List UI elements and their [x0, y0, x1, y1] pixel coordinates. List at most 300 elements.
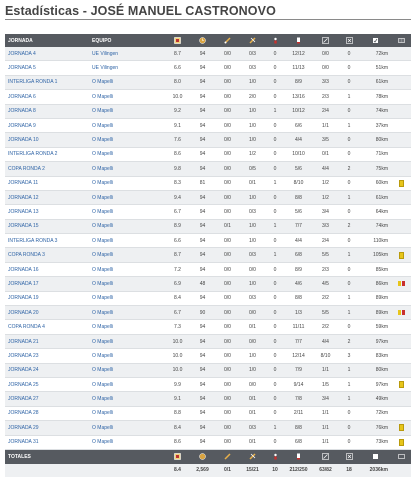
cell-rating: 7.6 — [165, 133, 190, 147]
cell-dribble: 0/3 — [240, 61, 265, 75]
table-row — [5, 147, 411, 161]
equipo-link[interactable]: O Mapelli — [89, 277, 165, 291]
cell-tackle: 8/10 — [312, 349, 339, 363]
equipo-link[interactable]: O Mapelli — [89, 306, 165, 320]
cell-dribble: 1/0 — [240, 363, 265, 377]
cell-card — [391, 262, 411, 276]
cell-clearance: 0 — [339, 262, 359, 276]
cell-dribble: 1/0 — [240, 104, 265, 118]
cell-pass: 0/0 — [215, 133, 240, 147]
cell-card — [391, 219, 411, 233]
header-equipo[interactable]: EQUIPO — [89, 34, 165, 47]
cell-distance: 94 — [190, 406, 215, 420]
cell-pass: 0/0 — [215, 47, 240, 61]
cell-tackle: 3/4 — [312, 205, 339, 219]
cell-distance: 94 — [190, 363, 215, 377]
table-row — [5, 248, 411, 262]
red-card-icon — [402, 281, 405, 286]
cell-foul: 0 — [265, 133, 285, 147]
cell-distance: 90 — [190, 306, 215, 320]
cell-rating: 8.4 — [165, 291, 190, 305]
cell-foul: 0 — [265, 262, 285, 276]
cell-rating: 7.2 — [165, 262, 190, 276]
totals-dribble: 15/21 — [240, 464, 265, 477]
jornada-link[interactable]: JORNADA 24 — [5, 363, 89, 377]
cell-km: 78km — [359, 90, 391, 104]
table-row — [5, 363, 411, 377]
cell-pass: 0/0 — [215, 147, 240, 161]
jornada-link[interactable]: JORNADA 6 — [5, 90, 89, 104]
cell-rating: 8.6 — [165, 147, 190, 161]
cell-rating: 8.7 — [165, 248, 190, 262]
cell-shot: 8/9 — [285, 75, 312, 89]
totals-km: 2036km — [359, 464, 391, 477]
cell-dribble: 0/3 — [240, 47, 265, 61]
cell-tackle: 2/2 — [312, 291, 339, 305]
jornada-link[interactable]: COPA RONDA 3 — [5, 248, 89, 262]
jornada-link[interactable]: JORNADA 23 — [5, 349, 89, 363]
cell-rating: 8.4 — [165, 421, 190, 435]
header-rating[interactable] — [165, 34, 190, 47]
cell-distance: 94 — [190, 190, 215, 204]
cell-tackle: 2/2 — [312, 320, 339, 334]
cell-shot: 6/8 — [285, 435, 312, 449]
equipo-link[interactable]: O Mapelli — [89, 118, 165, 132]
cell-foul: 0 — [265, 118, 285, 132]
cell-tackle: 2/4 — [312, 104, 339, 118]
cell-foul: 1 — [265, 248, 285, 262]
cell-distance: 94 — [190, 234, 215, 248]
header-dribble[interactable] — [240, 34, 265, 47]
cell-km: 80km — [359, 363, 391, 377]
equipo-link[interactable]: O Mapelli — [89, 406, 165, 420]
rating-icon — [174, 453, 181, 460]
cell-pass: 0/1 — [215, 219, 240, 233]
cell-pass: 0/0 — [215, 104, 240, 118]
jornada-link[interactable]: JORNADA 16 — [5, 262, 89, 276]
equipo-link[interactable]: O Mapelli — [89, 190, 165, 204]
cell-foul: 0 — [265, 349, 285, 363]
cell-rating: 9.8 — [165, 162, 190, 176]
equipo-link[interactable]: O Mapelli — [89, 205, 165, 219]
cell-clearance: 0 — [339, 104, 359, 118]
equipo-link[interactable]: O Mapelli — [89, 363, 165, 377]
cell-rating: 6.9 — [165, 277, 190, 291]
cell-rating: 9.2 — [165, 104, 190, 118]
equipo-link[interactable]: O Mapelli — [89, 421, 165, 435]
jornada-link[interactable]: JORNADA 5 — [5, 61, 89, 75]
yellow-card-icon — [399, 180, 404, 187]
equipo-link[interactable]: O Mapelli — [89, 219, 165, 233]
totals-pass: 0/1 — [215, 464, 240, 477]
equipo-link[interactable]: O Mapelli — [89, 133, 165, 147]
table-row — [5, 205, 411, 219]
cell-clearance: 1 — [339, 363, 359, 377]
cell-km: 83km — [359, 349, 391, 363]
cell-tackle: 0/1 — [312, 147, 339, 161]
cell-tackle: 1/2 — [312, 176, 339, 190]
yellow-card-icon — [399, 381, 404, 388]
cell-card — [391, 334, 411, 348]
cell-km: 37km — [359, 118, 391, 132]
cell-dribble: 0/0 — [240, 334, 265, 348]
jornada-link[interactable]: JORNADA 29 — [5, 421, 89, 435]
table-row — [5, 219, 411, 233]
equipo-link[interactable]: O Mapelli — [89, 162, 165, 176]
header-clearance[interactable] — [359, 34, 391, 47]
cell-km: 74km — [359, 104, 391, 118]
equipo-link[interactable]: O Mapelli — [89, 435, 165, 449]
cell-pass: 0/0 — [215, 421, 240, 435]
cell-tackle: 3/3 — [312, 219, 339, 233]
cell-dribble: 0/3 — [240, 205, 265, 219]
cell-card — [391, 234, 411, 248]
cell-rating: 8.3 — [165, 176, 190, 190]
cell-foul: 1 — [265, 219, 285, 233]
cell-card — [391, 421, 411, 435]
totals-tackle: 63/82 — [312, 464, 339, 477]
equipo-link[interactable]: O Mapelli — [89, 377, 165, 391]
cell-foul: 1 — [265, 176, 285, 190]
totals-spacer — [5, 464, 165, 477]
jornada-link[interactable]: COPA RONDA 4 — [5, 320, 89, 334]
cell-clearance: 1 — [339, 377, 359, 391]
cell-card — [391, 377, 411, 391]
cell-pass: 0/0 — [215, 363, 240, 377]
totals-distance: 2,569 — [190, 464, 215, 477]
cell-shot: 5/6 — [285, 205, 312, 219]
cell-km: 72km — [359, 47, 391, 61]
cell-distance: 94 — [190, 334, 215, 348]
equipo-link[interactable]: O Mapelli — [89, 320, 165, 334]
cell-clearance: 1 — [339, 118, 359, 132]
cell-foul: 0 — [265, 90, 285, 104]
table-row — [5, 118, 411, 132]
cell-tackle: 4/4 — [312, 162, 339, 176]
table-row — [5, 176, 411, 190]
cell-clearance: 0 — [339, 47, 359, 61]
cell-rating: 8.8 — [165, 406, 190, 420]
jornada-link[interactable]: JORNADA 31 — [5, 435, 89, 449]
cell-card — [391, 90, 411, 104]
equipo-link[interactable]: UE Vilingen — [89, 47, 165, 61]
foul-icon — [272, 453, 279, 460]
cell-tackle: 4/4 — [312, 334, 339, 348]
distance-icon — [199, 453, 206, 460]
cell-card — [391, 320, 411, 334]
cell-shot: 8/10 — [285, 176, 312, 190]
totals-header-row — [5, 449, 411, 464]
cell-shot: 7/7 — [285, 334, 312, 348]
table-row — [5, 133, 411, 147]
table-row — [5, 392, 411, 406]
equipo-link[interactable]: O Mapelli — [89, 147, 165, 161]
shot-icon — [322, 37, 329, 44]
cell-distance: 94 — [190, 421, 215, 435]
cell-pass: 0/0 — [215, 205, 240, 219]
cell-foul: 0 — [265, 162, 285, 176]
jornada-link[interactable]: INTERLIGA RONDA 3 — [5, 234, 89, 248]
cell-distance: 94 — [190, 205, 215, 219]
header-card[interactable] — [285, 34, 312, 47]
cell-dribble: 0/1 — [240, 406, 265, 420]
cell-pass: 0/0 — [215, 306, 240, 320]
cell-foul: 0 — [265, 377, 285, 391]
totals-label: TOTALES — [5, 449, 165, 464]
table-row — [5, 406, 411, 420]
jornada-link[interactable]: JORNADA 20 — [5, 306, 89, 320]
cell-card — [391, 118, 411, 132]
shot-icon — [322, 453, 329, 460]
cell-distance: 94 — [190, 219, 215, 233]
cell-km: 49km — [359, 392, 391, 406]
cell-card — [391, 392, 411, 406]
cell-pass: 0/0 — [215, 162, 240, 176]
cell-clearance: 0 — [339, 421, 359, 435]
cell-pass: 0/0 — [215, 435, 240, 449]
table-row — [5, 421, 411, 435]
header-shot[interactable] — [312, 34, 339, 47]
cell-distance: 94 — [190, 377, 215, 391]
jornada-link[interactable]: INTERLIGA RONDA 2 — [5, 147, 89, 161]
pass-icon — [224, 37, 231, 44]
cell-foul: 0 — [265, 320, 285, 334]
cell-card — [391, 306, 411, 320]
table-row — [5, 377, 411, 391]
cell-tackle: 1/1 — [312, 421, 339, 435]
cell-rating: 9.9 — [165, 377, 190, 391]
table-row — [5, 291, 411, 305]
cell-pass: 0/0 — [215, 234, 240, 248]
cell-clearance: 0 — [339, 406, 359, 420]
page-title: Estadísticas - JOSÉ MANUEL CASTRONOVO — [5, 4, 276, 18]
equipo-link[interactable]: O Mapelli — [89, 90, 165, 104]
cell-dribble: 0/0 — [240, 377, 265, 391]
cell-clearance: 0 — [339, 61, 359, 75]
cell-foul: 0 — [265, 147, 285, 161]
cell-tackle: 1/1 — [312, 435, 339, 449]
cell-clearance: 0 — [339, 147, 359, 161]
table-row — [5, 47, 411, 61]
cell-distance: 94 — [190, 248, 215, 262]
cell-foul: 0 — [265, 205, 285, 219]
cell-distance: 48 — [190, 277, 215, 291]
cell-tackle: 2/4 — [312, 234, 339, 248]
cell-km: 61km — [359, 190, 391, 204]
cell-rating: 8.0 — [165, 75, 190, 89]
cell-foul: 0 — [265, 47, 285, 61]
cell-pass: 0/0 — [215, 392, 240, 406]
jornada-link[interactable]: JORNADA 11 — [5, 176, 89, 190]
cell-card — [391, 176, 411, 190]
table-row — [5, 349, 411, 363]
cell-shot: 7/9 — [285, 363, 312, 377]
jornada-link[interactable]: JORNADA 17 — [5, 277, 89, 291]
card-icon — [295, 37, 302, 44]
jornada-link[interactable]: JORNADA 12 — [5, 190, 89, 204]
distance-icon — [199, 37, 206, 44]
page-title-bar — [5, 2, 411, 18]
cell-clearance: 1 — [339, 190, 359, 204]
cell-km: 85km — [359, 262, 391, 276]
cell-dribble: 1/0 — [240, 118, 265, 132]
cell-card — [391, 104, 411, 118]
cell-km: 59km — [359, 320, 391, 334]
jornada-link[interactable]: JORNADA 4 — [5, 47, 89, 61]
table-row — [5, 75, 411, 89]
cell-tackle: 3/4 — [312, 392, 339, 406]
cell-dribble: 1/2 — [240, 147, 265, 161]
tackle-icon — [346, 453, 353, 460]
title-divider — [5, 19, 411, 20]
cell-km: 76km — [359, 421, 391, 435]
table-row — [5, 90, 411, 104]
jornada-link[interactable]: JORNADA 25 — [5, 377, 89, 391]
table-header-row — [5, 34, 411, 47]
cell-km: 72km — [359, 406, 391, 420]
goal-icon — [398, 453, 405, 460]
equipo-link[interactable]: O Mapelli — [89, 349, 165, 363]
cell-dribble: 2/0 — [240, 90, 265, 104]
cell-card — [391, 190, 411, 204]
header-jornada[interactable]: JORNADA — [5, 34, 89, 47]
cell-rating: 9.4 — [165, 190, 190, 204]
cell-foul: 0 — [265, 406, 285, 420]
cell-km: 86km — [359, 277, 391, 291]
cell-km: 110km — [359, 234, 391, 248]
cell-pass: 0/0 — [215, 334, 240, 348]
cell-tackle: 1/1 — [312, 406, 339, 420]
header-goal[interactable] — [391, 34, 411, 47]
cell-shot: 11/11 — [285, 320, 312, 334]
cell-card — [391, 435, 411, 449]
cell-km: 61km — [359, 75, 391, 89]
equipo-link[interactable]: UE Vilingen — [89, 61, 165, 75]
header-tackle[interactable] — [339, 34, 359, 47]
goal-icon — [398, 37, 405, 44]
table-row — [5, 61, 411, 75]
cell-shot: 4/4 — [285, 234, 312, 248]
cell-rating: 8.6 — [165, 435, 190, 449]
cell-pass: 0/0 — [215, 190, 240, 204]
equipo-link[interactable]: O Mapelli — [89, 334, 165, 348]
equipo-link[interactable]: O Mapelli — [89, 176, 165, 190]
cell-tackle: 5/5 — [312, 306, 339, 320]
equipo-link[interactable]: O Mapelli — [89, 75, 165, 89]
cell-shot: 11/13 — [285, 61, 312, 75]
cell-km: 89km — [359, 306, 391, 320]
cell-km: 60km — [359, 176, 391, 190]
cell-foul: 1 — [265, 104, 285, 118]
equipo-link[interactable]: O Mapelli — [89, 291, 165, 305]
cell-distance: 94 — [190, 291, 215, 305]
cell-km: 75km — [359, 162, 391, 176]
cell-tackle: 1/2 — [312, 190, 339, 204]
cell-card — [391, 406, 411, 420]
jornada-link[interactable]: COPA RONDA 2 — [5, 162, 89, 176]
cell-rating: 10.0 — [165, 349, 190, 363]
cell-clearance: 3 — [339, 349, 359, 363]
cell-shot: 6/6 — [285, 118, 312, 132]
table-row — [5, 334, 411, 348]
cell-clearance: 2 — [339, 334, 359, 348]
cell-card — [391, 205, 411, 219]
equipo-link[interactable]: O Mapelli — [89, 104, 165, 118]
cell-rating: 9.1 — [165, 118, 190, 132]
cell-pass: 0/0 — [215, 248, 240, 262]
red-card-icon — [402, 310, 405, 315]
yellow-card-icon — [399, 424, 404, 431]
jornada-link[interactable]: JORNADA 21 — [5, 334, 89, 348]
header-distance[interactable] — [190, 34, 215, 47]
cell-clearance: 0 — [339, 176, 359, 190]
yellow-card-icon — [398, 310, 401, 315]
cell-rating: 10.0 — [165, 363, 190, 377]
cell-km: 64km — [359, 205, 391, 219]
equipo-link[interactable]: O Mapelli — [89, 262, 165, 276]
equipo-link[interactable]: O Mapelli — [89, 234, 165, 248]
dribble-icon — [249, 453, 256, 460]
cell-dribble: 1/0 — [240, 190, 265, 204]
table-row — [5, 104, 411, 118]
cell-card — [391, 277, 411, 291]
cell-dribble: 0/1 — [240, 320, 265, 334]
header-foul[interactable] — [265, 34, 285, 47]
cell-clearance: 0 — [339, 205, 359, 219]
jornada-link[interactable]: JORNADA 9 — [5, 118, 89, 132]
cell-pass: 0/0 — [215, 349, 240, 363]
cell-tackle: 3/3 — [312, 75, 339, 89]
cell-tackle: 1/1 — [312, 363, 339, 377]
table-row — [5, 435, 411, 449]
cell-card — [391, 133, 411, 147]
table-row — [5, 320, 411, 334]
jornada-link[interactable]: JORNADA 13 — [5, 205, 89, 219]
totals-card — [391, 464, 411, 477]
jornada-link[interactable]: JORNADA 10 — [5, 133, 89, 147]
jornada-link[interactable]: JORNADA 19 — [5, 291, 89, 305]
cell-tackle: 3/5 — [312, 133, 339, 147]
cell-tackle: 0/0 — [312, 47, 339, 61]
jornada-link[interactable]: JORNADA 8 — [5, 104, 89, 118]
equipo-link[interactable]: O Mapelli — [89, 248, 165, 262]
jornada-link[interactable]: INTERLIGA RONDA 1 — [5, 75, 89, 89]
cell-clearance: 1 — [339, 291, 359, 305]
cell-card — [391, 147, 411, 161]
cell-km: 71km — [359, 147, 391, 161]
cell-clearance: 0 — [339, 133, 359, 147]
cell-pass: 0/0 — [215, 75, 240, 89]
jornada-link[interactable]: JORNADA 15 — [5, 219, 89, 233]
jornada-link[interactable]: JORNADA 27 — [5, 392, 89, 406]
cell-foul: 0 — [265, 61, 285, 75]
cell-pass: 0/0 — [215, 277, 240, 291]
header-pass[interactable] — [215, 34, 240, 47]
cell-distance: 94 — [190, 435, 215, 449]
cell-clearance: 0 — [339, 435, 359, 449]
cell-distance: 94 — [190, 320, 215, 334]
cell-clearance: 0 — [339, 320, 359, 334]
cell-shot: 4/6 — [285, 277, 312, 291]
table-row — [5, 277, 411, 291]
cell-card — [391, 47, 411, 61]
equipo-link[interactable]: O Mapelli — [89, 392, 165, 406]
cell-shot: 12/12 — [285, 47, 312, 61]
cell-card — [391, 75, 411, 89]
cell-rating: 7.3 — [165, 320, 190, 334]
jornada-link[interactable]: JORNADA 28 — [5, 406, 89, 420]
cell-distance: 94 — [190, 90, 215, 104]
